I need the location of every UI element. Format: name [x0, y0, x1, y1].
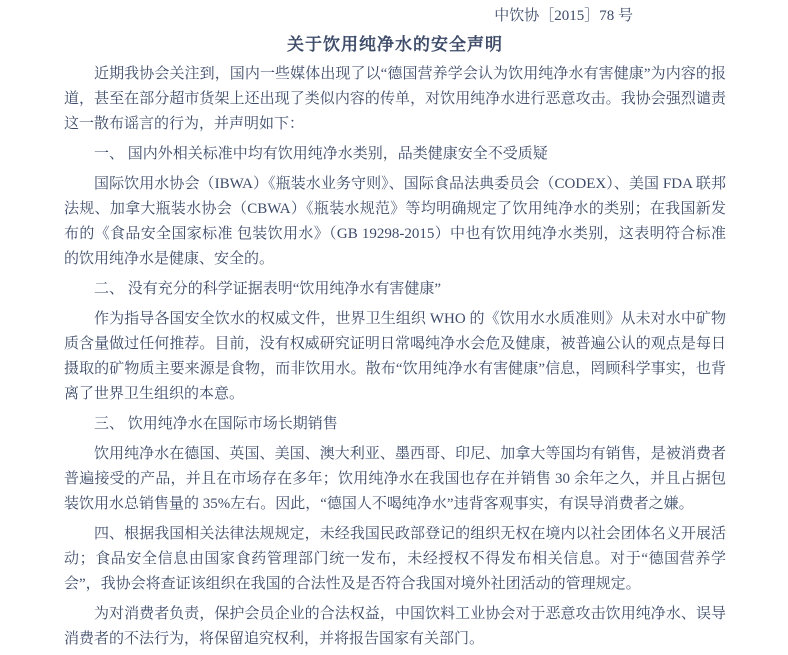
paragraph-closing: 为对消费者负责，保护会员企业的合法权益，中国饮料工业协会对于恶意攻击饮用纯净水、误导消费者的不法行为，将保留追究权利，并将报告国家有关部门。	[64, 606, 726, 647]
doc-title: 关于饮用纯净水的安全声明	[287, 35, 503, 54]
section-heading-2: 二、 没有充分的科学证据表明“饮用纯净水有害健康”	[94, 281, 442, 297]
paragraph-section-4: 四、根据我国相关法律法规规定，未经我国民政部登记的组织无权在境内以社会团体名义开展活动；食品安全信息由国家食药管理部门统一发布，未经授权不得发布相关信息。对于“德国营养学会”，我协会将查证该组织在我国的合法性及是否符合我国对境外社团活动的管理规定。	[64, 526, 726, 592]
paragraph-section-3: 饮用纯净水在德国、英国、美国、澳大利亚、墨西哥、印尼、加拿大等国均有销售，是被消费者普遍接受的产品，并且在市场存在多年；饮用纯净水在我国也存在并销售 30 余年之久，并且占据包装饮用水总销售量的 35%左右。因此，“德国人不喝纯净水”违背客观事实，有误导消费者之嫌。	[64, 446, 726, 512]
paragraph-intro: 近期我协会关注到，国内一些媒体出现了以“德国营养学会认为饮用纯净水有害健康”为内容的报道，甚至在部分超市货架上还出现了类似内容的传单，对饮用纯净水进行恶意攻击。我协会强烈谴责这一散布谣言的行为，并声明如下：	[64, 66, 726, 132]
section-heading-1: 一、 国内外相关标准中均有饮用纯净水类别，品类健康安全不受质疑	[94, 146, 548, 162]
doc-number: 中饮协［2015］78 号	[494, 8, 633, 24]
paragraph-section-2: 作为指导各国安全饮水的权威文件，世界卫生组织 WHO 的《饮用水水质准则》从未对水中矿物质含量做过任何推荐。目前，没有权威研究证明日常喝纯净水会危及健康，被普遍公认的观点是每日摄取的矿物质主要来源是食物，而非饮用水。散布“饮用纯净水有害健康”信息，罔顾科学事实，也背离了世界卫生组织的本意。	[64, 311, 726, 402]
paragraph-section-1: 国际饮用水协会（IBWA）《瓶装水业务守则》、国际食品法典委员会（CODEX）、美国 FDA 联邦法规、加拿大瓶装水协会（CBWA）《瓶装水规范》等均明确规定了饮用纯净水的类别；在我国新发布的《食品安全国家标准 包装饮用水》（GB 19298-2015）中也有饮用纯净水类别，这表明符合标准的饮用纯净水是健康、安全的。	[64, 176, 726, 267]
section-heading-3: 三、 饮用纯净水在国际市场长期销售	[94, 416, 338, 432]
